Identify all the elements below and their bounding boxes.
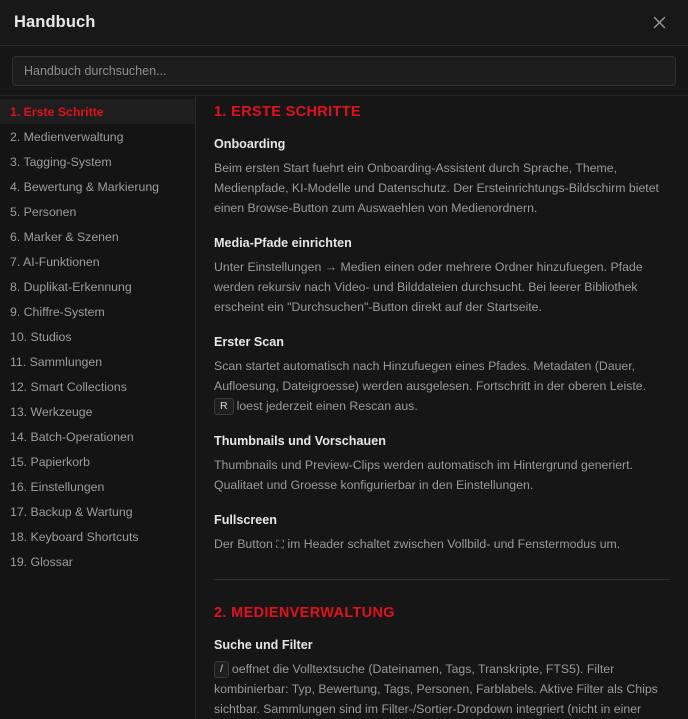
erster-scan-text-before: Scan startet automatisch nach Hinzufuegen eines Pfades. Metadaten (Dauer, Aufloesung, Dateigroesse) werden ausgelesen. Fortschritt in der oberen Leiste. <box>214 359 647 393</box>
sidebar-item-label: 4. Bewertung & Markierung <box>10 179 160 194</box>
sidebar-item-label: 18. Keyboard Shortcuts <box>10 529 139 544</box>
subsection-heading-suche-und-filter: Suche und Filter <box>214 638 313 652</box>
sidebar-item[interactable] <box>0 474 195 499</box>
sidebar-item-label: 14. Batch-Operationen <box>10 429 134 444</box>
sidebar-item[interactable] <box>0 499 195 524</box>
sidebar-item[interactable] <box>0 524 195 549</box>
sidebar-item[interactable] <box>0 199 195 224</box>
sidebar-item[interactable] <box>0 249 195 274</box>
fullscreen-icon: ⛶ <box>276 538 284 551</box>
sidebar-item-label: 12. Smart Collections <box>10 379 127 394</box>
sidebar-item[interactable] <box>0 399 195 424</box>
subsection-text-suche-und-filter <box>214 659 670 719</box>
close-button[interactable] <box>646 10 672 36</box>
sidebar-item[interactable] <box>0 174 195 199</box>
subsection-text-media-pfade: Unter Einstellungen → Medien einen oder mehrere Ordner hinzufuegen. Pfade werden rekursiv nach Video- und Bilddateien durchsucht. Bei leerer Bibliothek erscheint ein "Durchsuchen"-Button direkt auf der Startseite. <box>214 260 643 314</box>
sidebar-item-label: 13. Werkzeuge <box>10 404 93 419</box>
sidebar-item-label: 2. Medienverwaltung <box>10 129 124 144</box>
sidebar-item[interactable] <box>0 99 195 124</box>
subsection-text-erster-scan <box>214 356 670 416</box>
fullscreen-text-after: im Header schaltet zwischen Vollbild- und Fenstermodus um. <box>287 537 621 551</box>
subsection-text-fullscreen <box>214 534 670 555</box>
sidebar-item-label: 15. Papierkorb <box>10 454 90 469</box>
dialog-body <box>0 95 688 719</box>
sidebar-item-label: 8. Duplikat-Erkennung <box>10 279 132 294</box>
subsection-heading-fullscreen: Fullscreen <box>214 513 277 527</box>
sidebar-item[interactable] <box>0 324 195 349</box>
sidebar-item-label: 17. Backup & Wartung <box>10 504 133 519</box>
kbd-key-r: R <box>214 398 234 415</box>
sidebar-item[interactable] <box>0 374 195 399</box>
sidebar-item[interactable] <box>0 274 195 299</box>
suche-filter-text: oeffnet die Volltextsuche (Dateinamen, Tags, Transkripte, FTS5). Filter kombinierbar: Typ, Bewertung, Tags, Personen, Farblabels. Aktive Filter als Chips sichtbar. Sammlungen sind im Filter-/Sortier-Dropdown integriert (nicht in einer <box>214 662 658 716</box>
sidebar-item-label: 9. Chiffre-System <box>10 304 105 319</box>
manual-content <box>196 96 688 719</box>
section-title: 1. ERSTE SCHRITTE <box>214 104 361 120</box>
sidebar-item[interactable] <box>0 149 195 174</box>
close-icon <box>652 15 667 30</box>
section-divider <box>214 579 670 580</box>
sidebar-item-label: 3. Tagging-System <box>10 154 112 169</box>
sidebar-item-label: 1. Erste Schritte <box>10 104 104 119</box>
sidebar-item-label: 7. AI-Funktionen <box>10 254 100 269</box>
sidebar-item-label: 10. Studios <box>10 329 72 344</box>
subsection-text-onboarding: Beim ersten Start fuehrt ein Onboarding-Assistent durch Sprache, Theme, Medienpfade, KI-Modelle und Datenschutz. Der Ersteinrichtungs-Bildschirm bietet einen Browse-Button zum Auswaehlen von Medienordnern. <box>214 161 659 215</box>
sidebar-item[interactable] <box>0 549 195 574</box>
sidebar-item[interactable] <box>0 449 195 474</box>
sidebar-item-label: 6. Marker & Szenen <box>10 229 119 244</box>
subsection-heading-onboarding: Onboarding <box>214 137 286 151</box>
subsection-heading-thumbnails: Thumbnails und Vorschauen <box>214 434 386 448</box>
section-medienverwaltung <box>214 605 670 719</box>
sidebar-item-label: 11. Sammlungen <box>10 354 103 369</box>
search-input[interactable] <box>12 56 676 86</box>
dialog-title: Handbuch <box>14 13 96 31</box>
kbd-key-slash: / <box>214 661 229 678</box>
subsection-heading-erster-scan: Erster Scan <box>214 335 285 349</box>
section-title: 2. MEDIENVERWALTUNG <box>214 605 395 621</box>
chapter-sidebar <box>0 96 196 719</box>
sidebar-item-label: 19. Glossar <box>10 554 73 569</box>
sidebar-item[interactable] <box>0 349 195 374</box>
sidebar-item[interactable] <box>0 124 195 149</box>
search-bar <box>0 46 688 95</box>
fullscreen-text-before: Der Button <box>214 537 273 551</box>
sidebar-item[interactable] <box>0 299 195 324</box>
erster-scan-text-after: loest jederzeit einen Rescan aus. <box>236 399 418 413</box>
sidebar-item[interactable] <box>0 424 195 449</box>
subsection-heading-media-pfade: Media-Pfade einrichten <box>214 236 352 250</box>
sidebar-item-label: 16. Einstellungen <box>10 479 105 494</box>
sidebar-item[interactable] <box>0 224 195 249</box>
sidebar-item-label: 5. Personen <box>10 204 77 219</box>
section-erste-schritte <box>214 104 670 555</box>
subsection-text-thumbnails: Thumbnails und Preview-Clips werden automatisch im Hintergrund generiert. Qualitaet und Groesse konfigurierbar in den Einstellungen. <box>214 458 633 492</box>
dialog-titlebar <box>0 0 688 46</box>
